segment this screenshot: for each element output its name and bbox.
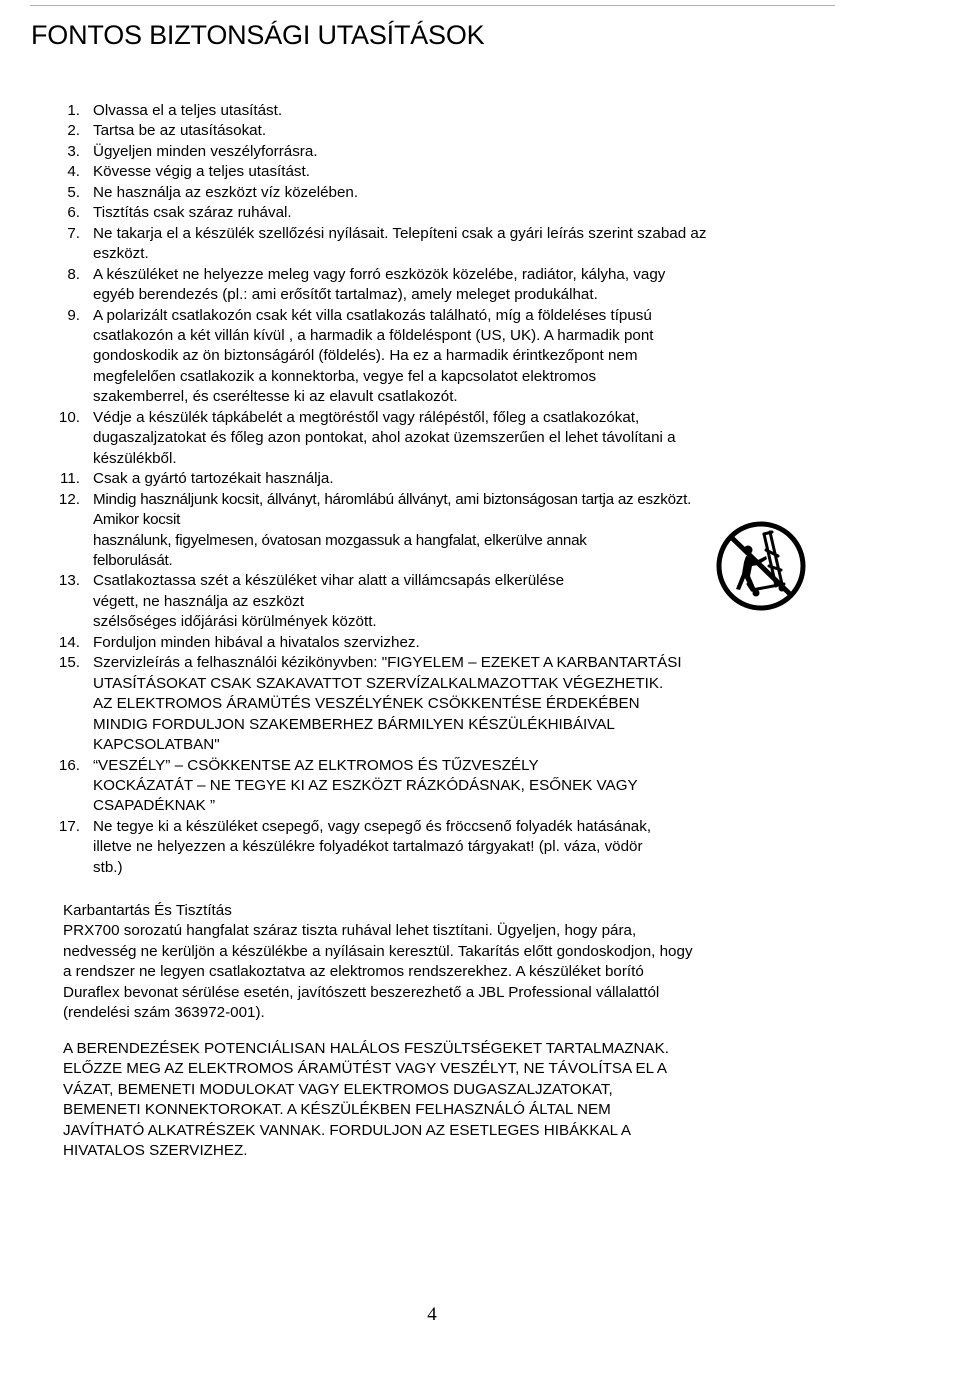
item-number: 5.: [67, 183, 80, 201]
list-item: [50, 408, 830, 469]
item-text: Csak a gyártó tartozékait használja.: [93, 470, 334, 488]
item-text: A készüléket ne helyezze meleg vagy forró eszközök közelébe, radiátor, kályha, vagy egyéb berendezés (pl.: ami erősítőt tartalmaz), amely meleget produkálhat.: [93, 265, 666, 304]
list-item: [50, 101, 830, 121]
item-number: 16.: [58, 756, 80, 774]
item-text: Ne takarja el a készülék szellőzési nyílásait. Telepíteni csak a gyári leírás szerint szabad az eszközt.: [93, 224, 707, 263]
item-number: 11.: [60, 470, 80, 488]
list-item: [50, 203, 830, 223]
list-item: [50, 756, 830, 817]
item-number: 13.: [58, 572, 80, 590]
item-text: Kövesse végig a teljes utasítást.: [93, 163, 310, 181]
item-text: Ne tegye ki a készüléket csepegő, vagy csepegő és fröccsenő folyadék hatásának, illetve ne helyezzen a készülékre folyadékot tartalmazó tárgyakat! (pl. váza, vödör stb.): [93, 817, 652, 876]
item-number: 3.: [67, 142, 80, 160]
item-number: 9.: [67, 306, 80, 324]
item-number: 17.: [58, 817, 80, 835]
item-text: Tisztítás csak száraz ruhával.: [93, 204, 292, 222]
item-text: Mindig használjunk kocsit, állványt, háromlábú állványt, ami biztonságosan tartja az eszközt. Amikor kocsit használunk, figyelmesen, óvatosan mozgassuk a hangfalat, elkerülve annak felborulását.: [93, 490, 692, 569]
item-number: 12.: [58, 490, 80, 508]
list-item: [50, 142, 830, 162]
item-text: Ne használja az eszközt víz közelében.: [93, 183, 359, 201]
page-title: FONTOS BIZTONSÁGI UTASÍTÁSOK: [31, 20, 485, 50]
top-rule: [30, 5, 835, 6]
list-item: [50, 162, 830, 182]
item-number: 4.: [67, 163, 80, 181]
page-number: 4: [427, 1304, 437, 1325]
item-number: 7.: [67, 224, 80, 242]
item-number: 15.: [58, 654, 80, 672]
item-text: Csatlakoztassa szét a készüléket vihar alatt a villámcsapás elkerülése végett, ne használja az eszközt szélsőséges időjárási körülmények között.: [93, 572, 565, 631]
item-number: 6.: [67, 204, 80, 222]
item-text: Védje a készülék tápkábelét a megtöréstől vagy rálépéstől, főleg a csatlakozókat, dugaszaljzatokat és főleg azon pontokat, ahol azokat üzemszerűen el lehet távolítani a készülékből.: [93, 408, 676, 467]
list-item: [50, 633, 830, 653]
maintenance-section: Karbantartás És Tisztítás PRX700 sorozatú hangfalat száraz tiszta ruhával lehet tisztítani. Ügyeljen, hogy pára, nedvesség ne kerüljön a készülékbe a nyílásain keresztül. Takarítás előtt gondoskodjon, hogy a rendszer ne legyen csatlakoztatva az elektromos rendszerekhez. A készüléket borító Duraflex bevonat sérülése esetén, javítószett beszerezhető a JBL Professional vállalattól (rendelési szám 363972-001).: [63, 902, 693, 1022]
item-text: Tartsa be az utasításokat.: [93, 122, 267, 140]
list-item: [50, 469, 830, 489]
no-cart-tip-over-icon: [712, 520, 810, 612]
list-item: [50, 653, 830, 755]
item-number: 14.: [58, 633, 80, 651]
list-item: [50, 121, 830, 141]
item-text: Szervizleírás a felhasználói kézikönyvben: "FIGYELEM – EZEKET A KARBANTARTÁSI UTASÍTÁSOKAT CSAK SZAKAVATTOT SZERVÍZALKALMAZOTTAK VÉGEZHETIK. AZ ELEKTROMOS ÁRAMÜTÉS VESZÉLYÉNEK CSÖKKENTÉSE ÉRDEKÉBEN MINDIG FORDULJON SZAKEMBERHEZ BÁRMILYEN KÉSZÜLÉKHIBÁIVAL KAPCSOLATBAN": [93, 654, 682, 754]
item-text: A polarizált csatlakozón csak két villa csatlakozás található, míg a földeléses típusú csatlakozón a két villán kívül , a harmadik a földeléspont (US, UK). A harmadik pont gondoskodik az ön biztonságáról (földelés). Ha ez a harmadik érintkezőpont nem megfelelően csatlakozik a konnektorba, vegye fel a kapcsolatot elektromos szakemberrel, és cseréltesse ki az elavult csatlakozót.: [93, 306, 654, 406]
item-text: “VESZÉLY” – CSÖKKENTSE AZ ELKTROMOS ÉS TŰZVESZÉLY KOCKÁZATÁT – NE TEGYE KI AZ ESZKÖZT RÁZKÓDÁSNAK, ESŐNEK VAGY CSAPADÉKNAK ”: [93, 756, 638, 815]
high-voltage-warning: A BERENDEZÉSEK POTENCIÁLISAN HALÁLOS FESZÜLTSÉGEKET TARTALMAZNAK. ELŐZZE MEG AZ ELEKTROMOS ÁRAMÜTÉST VAGY VESZÉLYT, NE TÁVOLÍTSA EL A VÁZAT, BEMENETI MODULOKAT VAGY ELEKTROMOS DUGASZALJZATOKAT, BEMENETI KONNEKTOROKAT. A KÉSZÜLÉKBEN FELHASZNÁLÓ ÁLTAL NEM JAVÍTHATÓ ALKATRÉSZEK VANNAK. FORDULJON AZ ESETLEGES HIBÁKKAL A HIVATALOS SZERVIZHEZ.: [63, 1040, 669, 1160]
list-item: [50, 183, 830, 203]
list-item: [50, 306, 830, 408]
item-text: Olvassa el a teljes utasítást.: [93, 102, 283, 119]
list-item: [50, 817, 830, 878]
list-item: [50, 224, 830, 265]
item-number: 1.: [67, 102, 80, 119]
item-number: 2.: [67, 122, 80, 140]
item-text: Forduljon minden hibával a hivatalos szervizhez.: [93, 633, 420, 651]
safety-instructions-list: [50, 101, 830, 878]
item-number: 8.: [67, 265, 80, 283]
list-item: [50, 265, 830, 306]
item-number: 10.: [58, 408, 80, 426]
item-text: Ügyeljen minden veszélyforrásra.: [93, 142, 318, 160]
